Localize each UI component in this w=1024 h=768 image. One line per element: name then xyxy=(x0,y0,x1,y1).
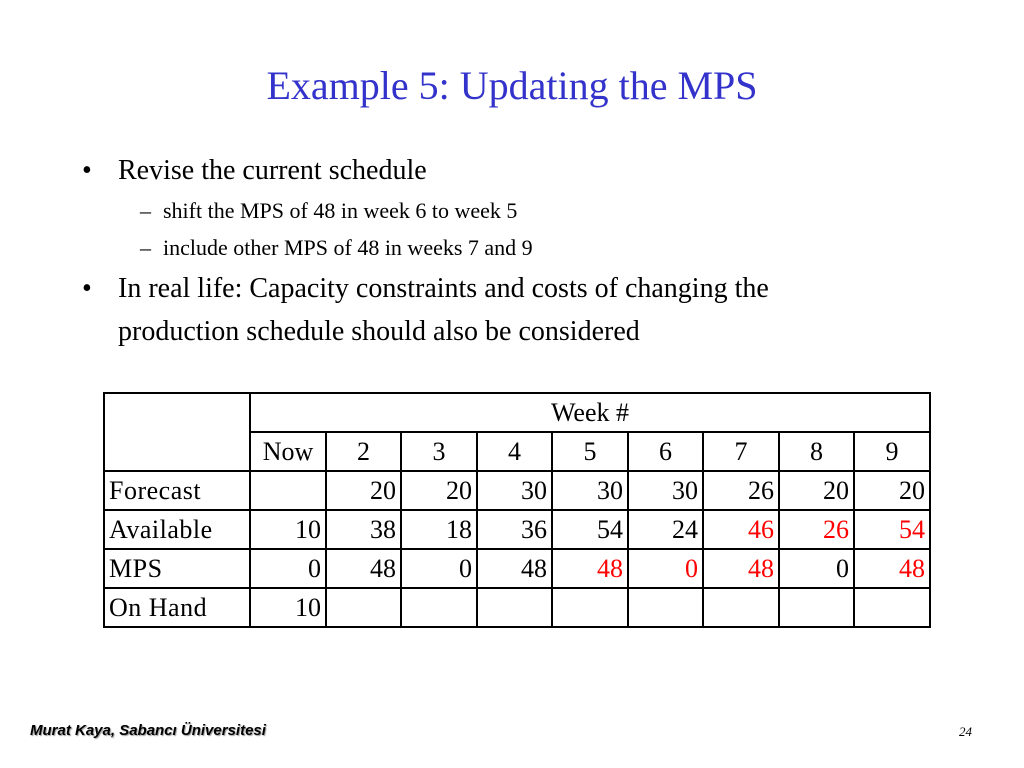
column-header: 8 xyxy=(779,432,854,471)
row-label: Forecast xyxy=(104,471,250,510)
table-cell: 30 xyxy=(477,471,552,510)
bullet-icon: • xyxy=(82,155,92,186)
table-cell xyxy=(401,588,477,627)
table-cell: 0 xyxy=(779,549,854,588)
table-cell xyxy=(477,588,552,627)
page-number: 24 xyxy=(959,724,972,739)
column-header: 2 xyxy=(326,432,401,471)
table-cell: 54 xyxy=(552,510,628,549)
table-row xyxy=(104,588,930,627)
column-header: 5 xyxy=(552,432,628,471)
table-cell: 48 xyxy=(326,549,401,588)
table-cell: 10 xyxy=(250,510,326,549)
bullet-icon: • xyxy=(82,273,92,304)
table-cell: 24 xyxy=(628,510,703,549)
table-cell xyxy=(628,588,703,627)
mps-table xyxy=(103,392,931,628)
table-cell: 20 xyxy=(779,471,854,510)
week-group-header: Week # xyxy=(250,393,930,432)
table-cell: 20 xyxy=(854,471,930,510)
table-cell: 48 xyxy=(477,549,552,588)
table-cell-highlighted: 48 xyxy=(854,549,930,588)
table-cell xyxy=(326,588,401,627)
row-label: On Hand xyxy=(104,588,250,627)
table-cell: 26 xyxy=(703,471,779,510)
table-header-row xyxy=(104,393,930,432)
column-header: 3 xyxy=(401,432,477,471)
table-cell xyxy=(250,471,326,510)
row-label: MPS xyxy=(104,549,250,588)
table-row xyxy=(104,510,930,549)
sub-bullet-text: shift the MPS of 48 in week 6 to week 5 xyxy=(163,198,518,223)
footer-author: Murat Kaya, Sabancı Üniversitesi xyxy=(30,722,266,739)
table-cell-highlighted: 48 xyxy=(703,549,779,588)
column-header: Now xyxy=(250,432,326,471)
table-cell-highlighted: 54 xyxy=(854,510,930,549)
column-header: 7 xyxy=(703,432,779,471)
table-corner-cell xyxy=(104,393,250,471)
bullet-item xyxy=(82,267,962,353)
table-cell: 18 xyxy=(401,510,477,549)
table-cell: 30 xyxy=(552,471,628,510)
table-cell-highlighted: 26 xyxy=(779,510,854,549)
table-row xyxy=(104,471,930,510)
sub-bullet-item xyxy=(82,192,962,229)
bullet-text-line: production schedule should also be considered xyxy=(118,316,640,347)
table-cell-highlighted: 48 xyxy=(552,549,628,588)
table-cell xyxy=(552,588,628,627)
table-cell-highlighted: 0 xyxy=(628,549,703,588)
bullet-list xyxy=(82,150,962,353)
table-cell: 10 xyxy=(250,588,326,627)
bullet-text: Revise the current schedule xyxy=(118,155,427,186)
row-label: Available xyxy=(104,510,250,549)
table-cell: 20 xyxy=(401,471,477,510)
column-header: 9 xyxy=(854,432,930,471)
dash-icon: – xyxy=(140,198,151,223)
table-cell: 0 xyxy=(401,549,477,588)
column-header: 4 xyxy=(477,432,552,471)
table-cell xyxy=(703,588,779,627)
table-cell-highlighted: 46 xyxy=(703,510,779,549)
sub-bullet-text: include other MPS of 48 in weeks 7 and 9 xyxy=(163,235,533,260)
bullet-text-line: In real life: Capacity constraints and costs of changing the xyxy=(118,273,769,304)
table-cell: 36 xyxy=(477,510,552,549)
table-cell xyxy=(854,588,930,627)
table-cell: 0 xyxy=(250,549,326,588)
table-cell: 30 xyxy=(628,471,703,510)
dash-icon: – xyxy=(140,235,151,260)
table-cell: 38 xyxy=(326,510,401,549)
table-row xyxy=(104,549,930,588)
table-cell xyxy=(779,588,854,627)
sub-bullet-item xyxy=(82,229,962,266)
table-cell: 20 xyxy=(326,471,401,510)
slide-title: Example 5: Updating the MPS xyxy=(266,63,758,108)
column-header: 6 xyxy=(628,432,703,471)
bullet-item xyxy=(82,150,962,192)
